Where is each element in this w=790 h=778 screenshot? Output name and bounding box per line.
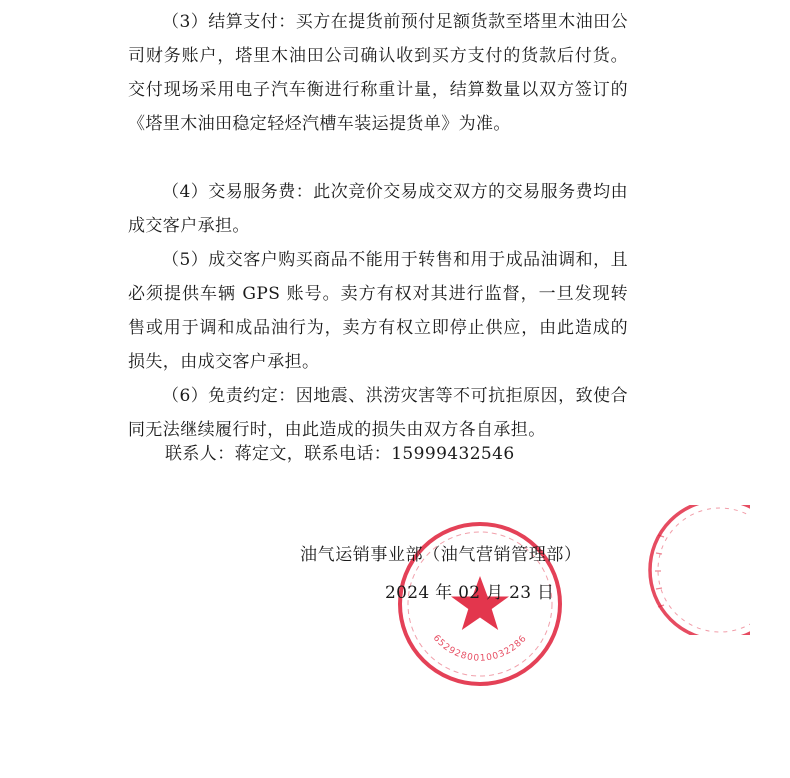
clause-5-usage-restriction: （5）成交客户购买商品不能用于转售和用于成品油调和，且必须提供车辆 GPS 账号。卖方有权对其进行监督，一旦发现转售或用于调和成品油行为，卖方有权立即停止供应，由此造成的损失，由成交客户承担。 [128,250,628,372]
seal-number-text: 6529280010032286 [430,633,530,664]
partial-seal-icon [600,505,750,635]
issuer-signature: 油气运销事业部（油气营销管理部） [300,545,582,565]
contact-line: 联系人：蒋定文，联系电话：15999432546 [165,444,515,464]
clause-3-settlement: （3）结算支付：买方在提货前预付足额货款至塔里木油田公司财务账户，塔里木油田公司确认收到买方支付的货款后付货。交付现场采用电子汽车衡进行称重计量，结算数量以双方签订的《塔里木油田稳定轻烃汽槽车装运提货单》为准。 [128,12,628,134]
clause-4-service-fee: （4）交易服务费：此次竞价交易成交双方的交易服务费均由成交客户承担。 [128,182,628,236]
issue-date: 2024 年 02 月 23 日 [385,583,555,603]
clause-6-disclaimer: （6）免责约定：因地震、洪涝灾害等不可抗拒原因，致使合同无法继续履行时，由此造成的损失由双方各自承担。 [128,386,628,440]
svg-text:6529280010032286 [431,633,530,663]
